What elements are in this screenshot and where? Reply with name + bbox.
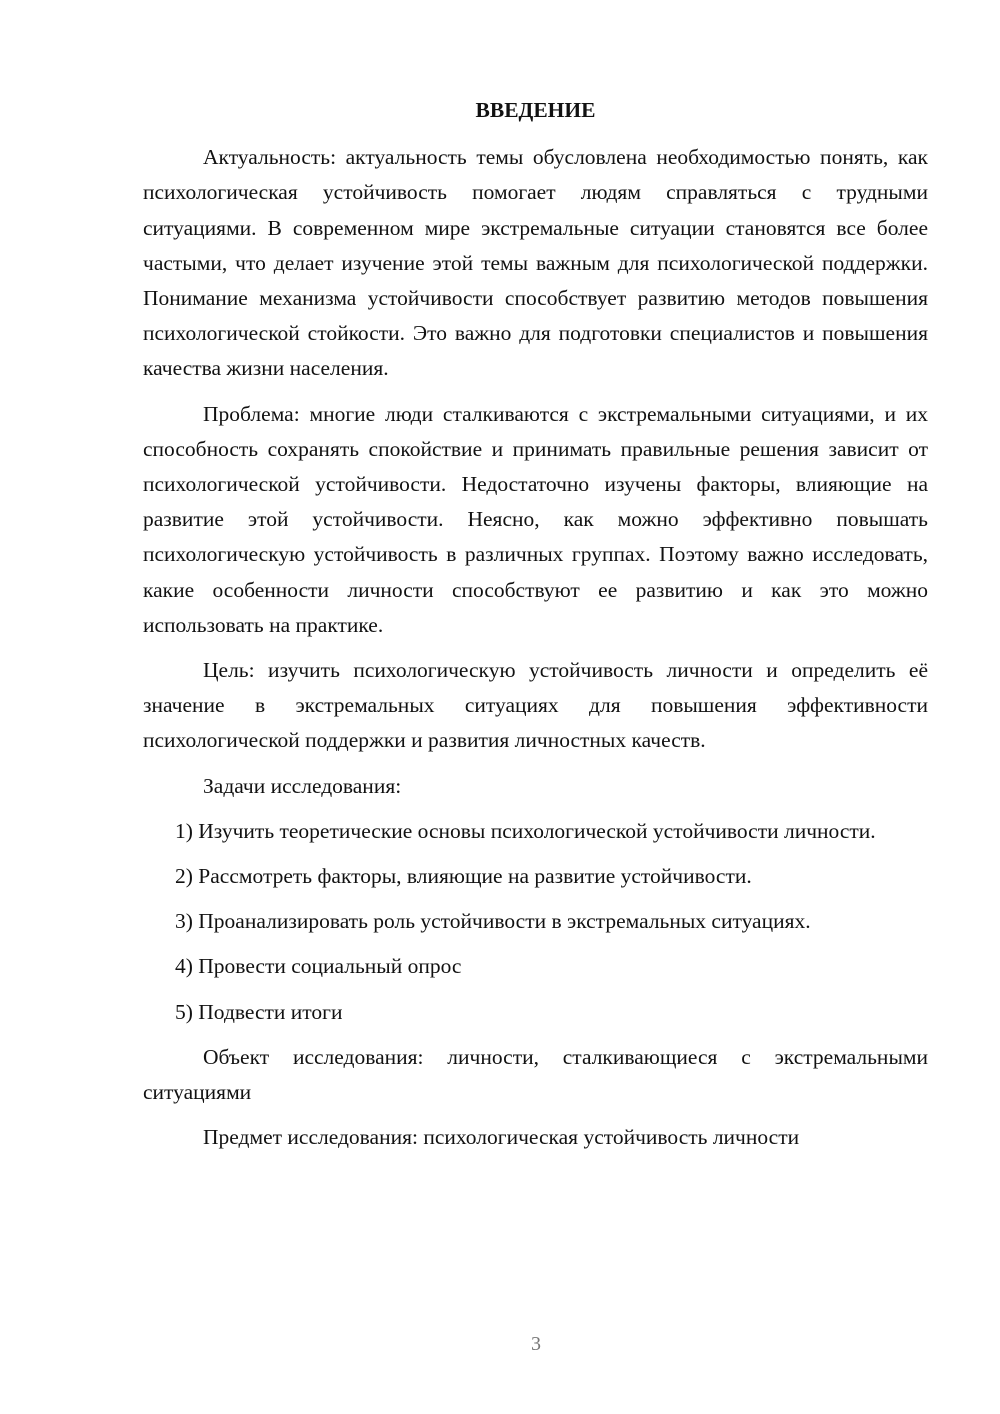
task-item-2: 2) Рассмотреть факторы, влияющие на развитие устойчивости. bbox=[175, 864, 752, 889]
page-content bbox=[143, 93, 928, 1165]
section-title: ВВЕДЕНИЕ bbox=[475, 98, 596, 122]
task-item-4: 4) Провести социальный опрос bbox=[175, 954, 462, 979]
page-number: 3 bbox=[531, 1333, 541, 1355]
tasks-heading: Задачи исследования: bbox=[203, 773, 402, 798]
relevance-paragraph: Актуальность: актуальность темы обусловлена необходимостью понять, как психологическая устойчивость помогает людям справляться с трудными ситуациями. В современном мире экстремальные ситуации становятся все более частыми, что делает изучение этой темы важным для психологической поддержки. Понимание механизма устойчивости способствует развитию методов повышения психологической стойкости. Это важно для подготовки специалистов и повышения качества жизни населения. bbox=[143, 145, 928, 381]
goal-paragraph: Цель: изучить психологическую устойчивость личности и определить её значение в экстремальных ситуациях для повышения эффективности психологической поддержки и развития личностных качеств. bbox=[143, 658, 928, 753]
subject-paragraph: Предмет исследования: психологическая устойчивость личности bbox=[203, 1125, 800, 1150]
task-item-1: 1) Изучить теоретические основы психологической устойчивости личности. bbox=[175, 818, 876, 843]
task-item-5: 5) Подвести итоги bbox=[175, 999, 343, 1024]
problem-paragraph: Проблема: многие люди сталкиваются с экстремальными ситуациями, и их способность сохранять спокойствие и принимать правильные решения зависит от психологической устойчивости. Недостаточно изучены факторы, влияющие на развитие этой устойчивости. Неясно, как можно эффективно повышать психологическую устойчивость в различных группах. Поэтому важно исследовать, какие особенности личности способствуют ее развитию и как это можно использовать на практике. bbox=[143, 401, 928, 637]
task-item-3: 3) Проанализировать роль устойчивости в экстремальных ситуациях. bbox=[175, 909, 811, 934]
object-paragraph: Объект исследования: личности, сталкивающиеся с экстремальными ситуациями bbox=[143, 1044, 928, 1105]
